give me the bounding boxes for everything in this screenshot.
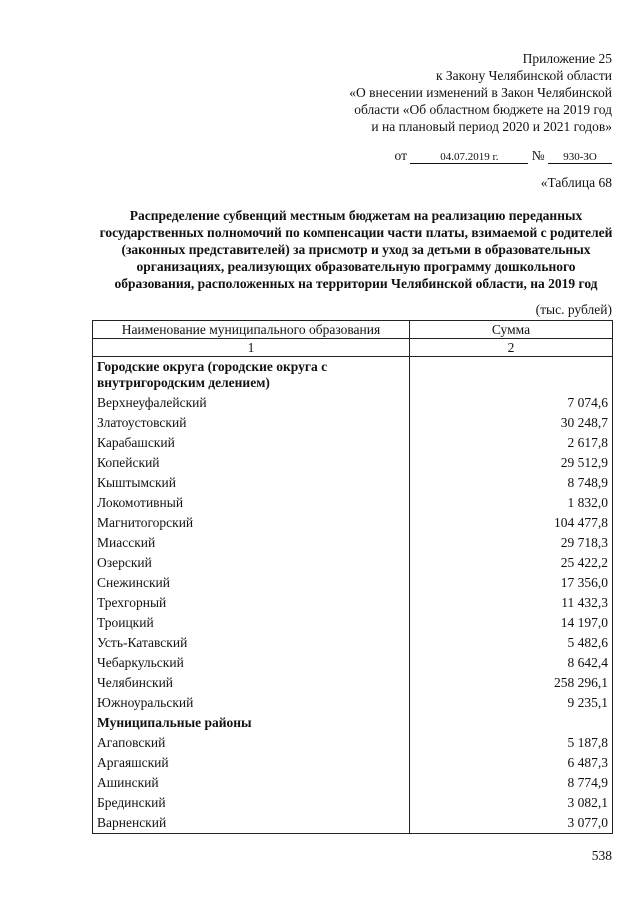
municipality-name: Агаповский (93, 733, 410, 753)
amount-value: 6 487,3 (410, 753, 613, 773)
table-row (93, 673, 613, 693)
municipality-name: Южноуральский (93, 693, 410, 713)
table-row (93, 773, 613, 793)
amount-value: 17 356,0 (410, 573, 613, 593)
table-label: «Таблица 68 (540, 175, 612, 190)
municipality-name: Карабашский (93, 433, 410, 453)
table-row (93, 433, 613, 453)
table-row (93, 413, 613, 433)
municipality-name: Локомотивный (93, 493, 410, 513)
amount-value: 7 074,6 (410, 393, 613, 413)
subsidy-table (92, 320, 613, 834)
table-row (93, 573, 613, 593)
page-number: 538 (591, 848, 612, 863)
table-column-numbers-row (93, 339, 613, 357)
municipality-name: Челябинский (93, 673, 410, 693)
municipality-name: Копейский (93, 453, 410, 473)
amount-value: 3 082,1 (410, 793, 613, 813)
header-line: Приложение 25 (522, 51, 612, 66)
table-row (93, 633, 613, 653)
amount-value: 29 718,3 (410, 533, 613, 553)
section-title: Муниципальные районы (93, 713, 410, 733)
amount-value: 1 832,0 (410, 493, 613, 513)
municipality-name: Миасский (93, 533, 410, 553)
municipality-name: Озерский (93, 553, 410, 573)
section-title: Городские округа (городские округа с внутригородским делением) (93, 357, 410, 394)
municipality-name: Ашинский (93, 773, 410, 793)
municipality-name: Брединский (93, 793, 410, 813)
from-label: от (394, 148, 407, 163)
table-row (93, 593, 613, 613)
table-row (93, 693, 613, 713)
law-date-number (395, 148, 613, 164)
amount-value: 5 482,6 (410, 633, 613, 653)
column-number: 2 (410, 339, 613, 357)
column-header-name: Наименование муниципального образования (93, 321, 410, 339)
law-number: 930-ЗО (548, 151, 612, 164)
amount-value: 3 077,0 (410, 813, 613, 834)
table-row (93, 513, 613, 533)
amount-value: 2 617,8 (410, 433, 613, 453)
table-row (93, 753, 613, 773)
amount-value: 29 512,9 (410, 453, 613, 473)
municipality-name: Златоустовский (93, 413, 410, 433)
document-title: Распределение субвенций местным бюджетам на реализацию переданных государственных полномочий по компенсации части платы, взимаемой с родителей (законных представителей) за присмотр и уход за детьми в образовательных организациях, реализующих образовательную программу дошкольного образования, расположенных на территории Челябинской области, на 2019 год (99, 208, 613, 291)
amount-value: 30 248,7 (410, 413, 613, 433)
table-row (93, 533, 613, 553)
table-row (93, 493, 613, 513)
header-line: области «Об областном бюджете на 2019 год (354, 102, 612, 117)
table-row (93, 653, 613, 673)
header-line: к Закону Челябинской области (435, 68, 612, 83)
amount-value: 25 422,2 (410, 553, 613, 573)
municipality-name: Кыштымский (93, 473, 410, 493)
municipality-name: Аргаяшский (93, 753, 410, 773)
document-header (252, 50, 612, 135)
number-label: № (531, 148, 545, 163)
amount-value: 8 642,4 (410, 653, 613, 673)
table-header-row (93, 321, 613, 339)
amount-value: 104 477,8 (410, 513, 613, 533)
municipality-name: Верхнеуфалейский (93, 393, 410, 413)
municipality-name: Снежинский (93, 573, 410, 593)
column-header-sum: Сумма (410, 321, 613, 339)
column-number: 1 (93, 339, 410, 357)
table-row (93, 473, 613, 493)
municipality-name: Чебаркульский (93, 653, 410, 673)
table-row (93, 813, 613, 834)
table-body (93, 357, 613, 834)
table-row (93, 733, 613, 753)
units-label: (тыс. рублей) (535, 302, 612, 317)
table-row (93, 453, 613, 473)
amount-value: 8 774,9 (410, 773, 613, 793)
table-row (93, 613, 613, 633)
table-row (93, 793, 613, 813)
table-section-row (93, 357, 613, 394)
header-line: и на плановый период 2020 и 2021 годов» (371, 119, 612, 134)
amount-value: 258 296,1 (410, 673, 613, 693)
table-section-row (93, 713, 613, 733)
municipality-name: Магнитогорский (93, 513, 410, 533)
amount-value: 5 187,8 (410, 733, 613, 753)
header-line: «О внесении изменений в Закон Челябинской (349, 85, 612, 100)
municipality-name: Троицкий (93, 613, 410, 633)
law-date: 04.07.2019 г. (410, 151, 528, 164)
municipality-name: Варненский (93, 813, 410, 834)
amount-value: 8 748,9 (410, 473, 613, 493)
municipality-name: Трехгорный (93, 593, 410, 613)
table-row (93, 553, 613, 573)
amount-value (410, 713, 613, 733)
amount-value: 14 197,0 (410, 613, 613, 633)
table-row (93, 393, 613, 413)
amount-value (410, 357, 613, 394)
municipality-name: Усть-Катавский (93, 633, 410, 653)
amount-value: 9 235,1 (410, 693, 613, 713)
amount-value: 11 432,3 (410, 593, 613, 613)
